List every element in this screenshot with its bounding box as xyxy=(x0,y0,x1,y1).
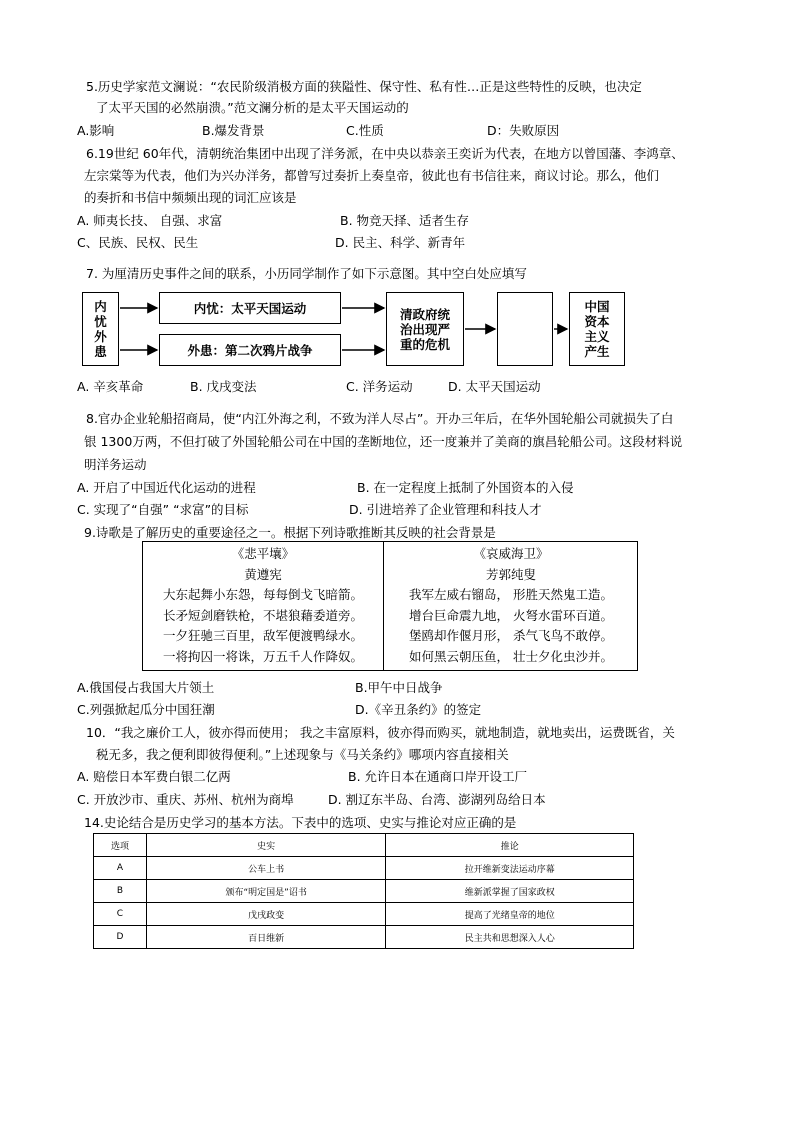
q14-table xyxy=(93,833,634,949)
diagram-box-left: 内忧外患 xyxy=(82,292,119,366)
poem-1-line: 长矛短剑磨铁枪，不堪狼藉委道旁。 xyxy=(162,607,363,623)
diagram-arrows xyxy=(80,289,640,369)
q10-option-b: B. 允许日本在通商口岸开设工厂 xyxy=(348,769,528,784)
header-inference: 推论 xyxy=(386,834,634,857)
q5-option-a: A.影响 xyxy=(77,123,115,138)
table-header-row xyxy=(94,834,634,857)
poem-2-line: 如何黑云朝压鱼， 壮士夕化虫沙并。 xyxy=(409,648,613,664)
poem-2-line: 堡鸥却作偃月形， 杀气飞鸟不敢停。 xyxy=(409,628,613,643)
cell-inference: 拉开维新变法运动序幕 xyxy=(386,857,634,880)
poem-2-title: 《哀威海卫》 xyxy=(473,546,549,561)
cell-inference: 提高了光绪皇帝的地位 xyxy=(386,903,634,926)
q8-option-a: A. 开启了中国近代化运动的进程 xyxy=(77,480,256,495)
q10-option-a: A. 赔偿日本军费白银二亿两 xyxy=(77,769,231,784)
q5-option-b: B.爆发背景 xyxy=(202,123,265,138)
cell-option: C xyxy=(94,903,147,926)
cell-option: D xyxy=(94,926,147,949)
q10-option-d: D. 割辽东半岛、台湾、澎湖列岛给日本 xyxy=(328,792,546,807)
q6-stem-line2: 左宗棠等为代表，他们为兴办洋务，都曾写过奏折上奏皇帝，彼此也有书信往来，商议讨论。那么，他们 xyxy=(84,168,660,183)
table-row xyxy=(94,903,634,926)
cell-fact: 公车上书 xyxy=(146,857,386,880)
poem-1-title: 《悲平壤》 xyxy=(231,546,295,561)
q8-stem-line1: 8.官办企业轮船招商局，使“内江外海之利，不致为洋人尽占”。开办三年后，在华外国轮船公司就损失了白 xyxy=(86,411,674,426)
q8-option-b: B. 在一定程度上抵制了外国资本的入侵 xyxy=(357,480,574,495)
poem-2-author: 芳郭纯叟 xyxy=(485,566,536,582)
poem-2-line: 我军左威右镏岛， 形胜天然鬼工造。 xyxy=(409,587,613,602)
q6-option-a: A. 师夷长技、 自强、求富 xyxy=(77,213,223,228)
diagram-box-middle: 清政府统治出现严重的危机 xyxy=(386,292,464,366)
q5-stem-line1: 5.历史学家范文澜说：“农民阶级消极方面的狭隘性、保守性、私有性…正是这些特性的反映，也决定 xyxy=(86,79,642,94)
q9-stem: 9.诗歌是了解历史的重要途径之一。根据下列诗歌推断其反映的社会背景是 xyxy=(84,525,496,540)
diagram-box-bottom: 外患：第二次鸦片战争 xyxy=(159,334,341,366)
q10-stem-line1: 10．“我之廉价工人，彼亦得而使用； 我之丰富原料，彼亦得而购买，就地制造，就地卖出，运费既省，关 xyxy=(86,725,675,740)
poem-divider xyxy=(383,542,384,670)
table-row xyxy=(94,880,634,903)
cell-fact: 颁布“明定国是”诏书 xyxy=(146,880,386,903)
q7-stem: 7. 为厘清历史事件之间的联系，小历同学制作了如下示意图。其中空白处应填写 xyxy=(86,266,527,281)
diagram-box-top: 内忧：太平天国运动 xyxy=(159,292,341,324)
header-fact: 史实 xyxy=(146,834,386,857)
cell-fact: 百日维新 xyxy=(146,926,386,949)
q14-stem: 14.史论结合是历史学习的基本方法。下表中的选项、史实与推论对应正确的是 xyxy=(84,815,517,830)
q8-option-c: C. 实现了“自强” “求富”的目标 xyxy=(77,502,249,517)
q6-option-b: B. 物竞天择、适者生存 xyxy=(340,213,470,228)
q8-option-d: D. 引进培养了企业管理和科技人才 xyxy=(349,502,542,517)
cell-option: A xyxy=(94,857,147,880)
q9-option-d: D.《辛丑条约》的签定 xyxy=(355,702,482,717)
poem-1 xyxy=(143,544,383,667)
cell-inference: 维新派掌握了国家政权 xyxy=(386,880,634,903)
q6-stem-line3: 的奏折和书信中频频出现的词汇应该是 xyxy=(84,190,297,205)
q9-poem-table xyxy=(142,541,638,671)
q7-option-a: A. 辛亥革命 xyxy=(77,379,144,394)
q8-stem-line2: 银 1300万两，不但打破了外国轮船公司在中国的垄断地位，还一度兼并了美商的旗昌轮船公司。这段材料说 xyxy=(84,434,683,449)
q9-option-c: C.列强掀起瓜分中国狂潮 xyxy=(77,702,215,717)
q8-stem-line3: 明洋务运动 xyxy=(84,457,147,472)
q5-option-d: D：失败原因 xyxy=(487,123,560,138)
table-row xyxy=(94,926,634,949)
poem-1-line: 一将拘囚一将诛，万五千人作降奴。 xyxy=(162,648,363,664)
poem-2 xyxy=(385,544,637,667)
cell-fact: 戊戌政变 xyxy=(146,903,386,926)
cell-inference: 民主共和思想深入人心 xyxy=(386,926,634,949)
q10-option-c: C. 开放沙市、重庆、苏州、杭州为商埠 xyxy=(77,792,294,807)
q5-option-c: C.性质 xyxy=(346,123,384,138)
q6-stem-line1: 6.19世纪 60年代，清朝统治集团中出现了洋务派，在中央以恭亲王奕䜣为代表，在地方以曾国藩、李鸿章、 xyxy=(86,146,684,161)
header-option: 选项 xyxy=(94,834,147,857)
q10-stem-line2: 税无多，我之便利即彼得便利。”上述现象与《马关条约》哪项内容直接相关 xyxy=(96,747,509,762)
q7-option-c: C. 洋务运动 xyxy=(346,379,413,394)
cell-option: B xyxy=(94,880,147,903)
table-row xyxy=(94,857,634,880)
q5-stem-line2: 了太平天国的必然崩溃。”范文澜分析的是太平天国运动的 xyxy=(96,100,409,115)
poem-1-line: 大东起舞小东怨，每每倒戈飞暗箭。 xyxy=(162,587,363,602)
q7-option-d: D. 太平天国运动 xyxy=(448,379,541,394)
poem-2-line: 增台巨命震九地， 火弩水雷环百道。 xyxy=(409,607,613,623)
poem-1-author: 黄遵宪 xyxy=(244,566,282,582)
diagram-box-right: 中国资本主义产生 xyxy=(569,292,625,366)
q7-option-b: B. 戊戌变法 xyxy=(190,379,257,394)
q6-option-c: C、民族、民权、民生 xyxy=(77,235,199,250)
q7-diagram xyxy=(80,289,640,369)
q9-option-b: B.甲午中日战争 xyxy=(355,680,443,695)
q6-option-d: D. 民主、科学、新青年 xyxy=(335,235,466,250)
q9-option-a: A.俄国侵占我国大片领土 xyxy=(77,680,215,695)
poem-1-line: 一夕狂驰三百里，敌军便渡鸭绿水。 xyxy=(162,628,363,643)
